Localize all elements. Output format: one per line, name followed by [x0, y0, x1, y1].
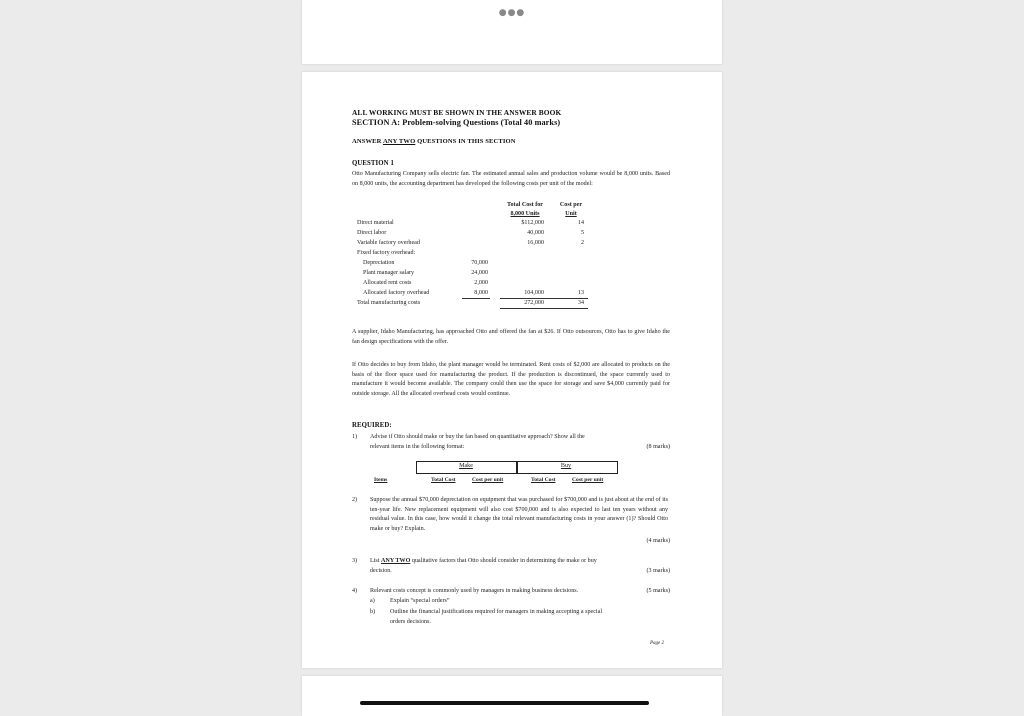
- q3-marks: (3 marks): [646, 568, 670, 574]
- row-total: $112,000: [521, 220, 544, 226]
- q2-text: Suppose the annual $70,000 depreciation on equipment that was purchased for $700,000 and is just about at the end of its ten-year life. New replacement equipment will also cost $700,000 and is also expected to last ten years without any residual value. In this case, how would it change the total relevant manufacturing costs in your answer (1)? Should Otto make or buy? Explain.: [370, 497, 668, 532]
- row-unit: 2: [580, 240, 584, 246]
- intro-paragraph: Otto Manufacturing Company sells electric fan. The estimated annual sales and production volume would be 8,000 units. Based on 8,000 units, the accounting department has developed the following costs per unit of the model:: [352, 171, 670, 187]
- row-label: Fixed factory overhead:: [357, 250, 416, 256]
- row-label: Plant manager salary: [363, 270, 415, 276]
- q1-marks: (8 marks): [646, 444, 670, 450]
- q4a-text: Explain “special orders”: [390, 598, 450, 604]
- row-label: Allocated rent costs: [363, 280, 412, 286]
- row-label: Allocated factory overhead: [363, 290, 430, 296]
- row-label: Total manufacturing costs: [357, 300, 421, 306]
- q3-line1: List ANY TWO qualitative factors that Otto should consider in determining the make or buy: [370, 558, 597, 564]
- q2-number: 2): [352, 497, 358, 503]
- ellipsis-icon[interactable]: ●●●: [498, 8, 526, 18]
- row-unit: 14: [577, 220, 584, 226]
- q4-marks: (5 marks): [646, 588, 670, 594]
- q2-marks: (4 marks): [646, 538, 670, 544]
- supplier-paragraph: A supplier, Idaho Manufacturing, has approached Otto and offered the fan at $26. If Otto outsources, Otto has to give Idaho the fan design specifications with the offer.: [352, 329, 670, 345]
- make-total-cost: Total Cost: [431, 477, 456, 483]
- row-unit: 13: [577, 290, 584, 296]
- row-total: 16,000: [527, 240, 544, 246]
- row-label: Variable factory overhead: [357, 240, 420, 246]
- row-label: Direct material: [357, 220, 394, 226]
- q4-number: 4): [352, 588, 358, 594]
- required-title: REQUIRED:: [352, 422, 392, 429]
- row-unit: 34: [577, 300, 584, 306]
- buy-total-cost: Total Cost: [531, 477, 556, 483]
- row-total: 40,000: [527, 230, 544, 236]
- row-unit: 5: [580, 230, 584, 236]
- make-cost-per-unit: Cost per unit: [472, 477, 504, 483]
- row-sub: 2,000: [474, 280, 488, 286]
- col-unit-header: Cost per: [559, 202, 583, 208]
- col-total-header-2: 8,000 Units: [510, 211, 540, 217]
- q1-number: 1): [352, 434, 358, 440]
- q4a-number: a): [370, 598, 375, 604]
- items-header: Items: [374, 477, 388, 483]
- previous-page: [302, 0, 722, 64]
- row-total: 272,000: [524, 300, 544, 306]
- document-page: [302, 72, 722, 668]
- row-label: Direct labor: [357, 230, 387, 236]
- q1-line1: Advise if Otto should make or buy the fan based on quantitative approach? Show all the: [370, 434, 585, 440]
- q4-text: Relevant costs concept is commonly used by managers in making business decisions.: [370, 588, 579, 594]
- heading-section: SECTION A: Problem-solving Questions (Total 40 marks): [352, 118, 561, 127]
- q1-line2: relevant items in the following format:: [370, 444, 465, 450]
- make-header: Make: [459, 463, 473, 469]
- buy-cost-per-unit: Cost per unit: [572, 477, 604, 483]
- subtotal-rule: [462, 298, 490, 299]
- page-number: Page 2: [650, 641, 665, 646]
- grand-total-rule: [500, 308, 588, 309]
- col-total-header: Total Cost for: [507, 202, 543, 208]
- q4b-line1: Outline the financial justifications required for managers in making accepting a special: [390, 609, 603, 615]
- q4b-number: b): [370, 609, 376, 615]
- row-sub: 70,000: [471, 260, 488, 266]
- idaho-paragraph: If Otto decides to buy from Idaho, the plant manager would be terminated. Rent costs of $2,000 are allocated to products on the basis of the floor space used for manufacturing the product. If the production is discontinued, the space currently used to manufacture it would become available. The company could then use the space for storage and save $4,000 currently paid for outside storage. All the allocated overhead costs would continue.: [352, 362, 670, 397]
- buy-header: Buy: [560, 463, 572, 469]
- home-indicator[interactable]: [360, 701, 649, 705]
- q3-line2: decision.: [370, 568, 392, 574]
- answer-instruction: ANSWER ANY TWO QUESTIONS IN THIS SECTION: [352, 138, 516, 145]
- row-total: 104,000: [524, 290, 544, 296]
- q4b-line2: orders decisions.: [390, 619, 431, 625]
- row-label: Depreciation: [363, 260, 395, 266]
- row-sub: 24,000: [471, 270, 488, 276]
- question-title: QUESTION 1: [352, 160, 394, 167]
- next-page: [302, 676, 722, 716]
- q3-number: 3): [352, 558, 358, 564]
- heading-working: ALL WORKING MUST BE SHOWN IN THE ANSWER BOOK: [352, 108, 562, 117]
- row-sub: 8,000: [474, 290, 488, 296]
- col-unit-header-2: Unit: [565, 211, 577, 217]
